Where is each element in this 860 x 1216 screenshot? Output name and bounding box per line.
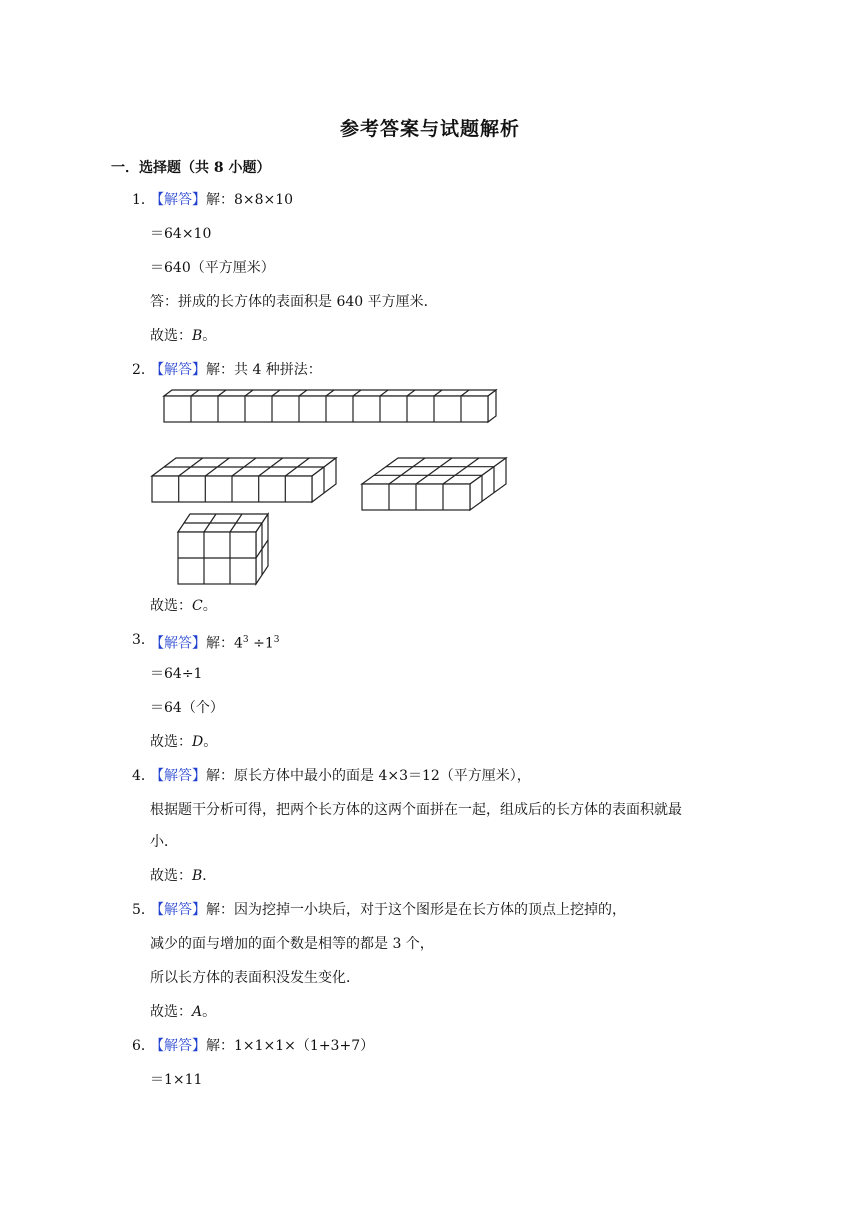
arrangement-3x4 [362, 458, 506, 510]
answer-line [150, 360, 322, 380]
choice-punct: ． [202, 868, 217, 884]
choice-punct: 。 [202, 328, 217, 344]
choice-line [150, 326, 216, 346]
answer-line: ＝1×11 [150, 1072, 203, 1088]
answer-line [150, 900, 626, 920]
arrangement-2x6 [152, 458, 336, 502]
choice-punct: 。 [202, 598, 217, 614]
choice-letter: C [192, 598, 203, 614]
choice-label: 故选： [150, 598, 192, 614]
question-number: 6． [132, 1038, 155, 1054]
choice-line [150, 596, 217, 616]
exponent: 3 [273, 635, 280, 645]
answer-line [150, 190, 293, 210]
choice-letter: B [192, 328, 203, 344]
choice-line [150, 866, 216, 886]
choice-label: 故选： [150, 734, 192, 750]
answer-tag: 【解答】 [150, 635, 206, 652]
answer-tag: 【解答】 [150, 902, 206, 918]
answer-line [150, 766, 531, 786]
exponent: 3 [242, 635, 249, 645]
choice-label: 故选： [150, 328, 192, 344]
question-number: 2． [132, 362, 155, 378]
answer-text: 解：8×8×10 [206, 192, 294, 208]
choice-letter: A [192, 1004, 203, 1020]
answer-line: 根据题干分析可得，把两个长方体的这两个面拼在一起，组成后的长方体的表面积就最 [150, 802, 682, 818]
answer-tag: 【解答】 [150, 192, 206, 208]
choice-label: 故选： [150, 868, 192, 884]
choice-line [150, 732, 217, 752]
answer-line: 减少的面与增加的面个数是相等的都是 3 个， [150, 936, 434, 952]
section-heading: 一．选择题（共 8 小题） [111, 160, 271, 176]
arrangement-1x1x12 [164, 390, 496, 422]
answer-text: ÷1 [248, 635, 274, 652]
answer-text: 解：原长方体中最小的面是 4×3＝12（平方厘米）， [206, 768, 531, 784]
answer-line: 所以长方体的表面积没发生变化． [150, 970, 360, 986]
choice-punct: 。 [203, 734, 218, 750]
answer-line [150, 630, 279, 654]
question-number: 5． [132, 902, 155, 918]
answer-line: ＝64÷1 [150, 666, 203, 682]
choice-letter: D [192, 734, 204, 750]
cube-arrangements-figure [150, 386, 510, 586]
answer-line: ＝64（个） [150, 700, 224, 716]
question-number: 1． [132, 192, 155, 208]
answer-tag: 【解答】 [150, 362, 206, 378]
answer-text: 解：1×1×1×（1+3+7） [206, 1038, 375, 1054]
choice-label: 故选： [150, 1004, 192, 1020]
question-number: 3． [132, 632, 155, 648]
answer-line: ＝64×10 [150, 226, 212, 242]
choice-punct: 。 [202, 1004, 217, 1020]
page-title: 参考答案与试题解析 [339, 118, 520, 140]
question-number: 4． [132, 768, 155, 784]
answer-line: ＝640（平方厘米） [150, 260, 275, 276]
answer-tag: 【解答】 [150, 768, 206, 784]
answer-line: 答：拼成的长方体的表面积是 640 平方厘米． [150, 294, 438, 310]
choice-letter: B [192, 868, 203, 884]
answer-line [150, 1036, 374, 1056]
answer-text: 解：4 [206, 635, 243, 652]
arrangement-2x2x3 [178, 514, 268, 584]
answer-tag: 【解答】 [150, 1038, 206, 1054]
choice-line [150, 1002, 216, 1022]
answer-text: 解：共 4 种拼法： [206, 362, 322, 378]
answer-text: 解：因为挖掉一小块后，对于这个图形是在长方体的顶点上挖掉的， [206, 902, 626, 918]
answer-line: 小． [150, 834, 178, 850]
